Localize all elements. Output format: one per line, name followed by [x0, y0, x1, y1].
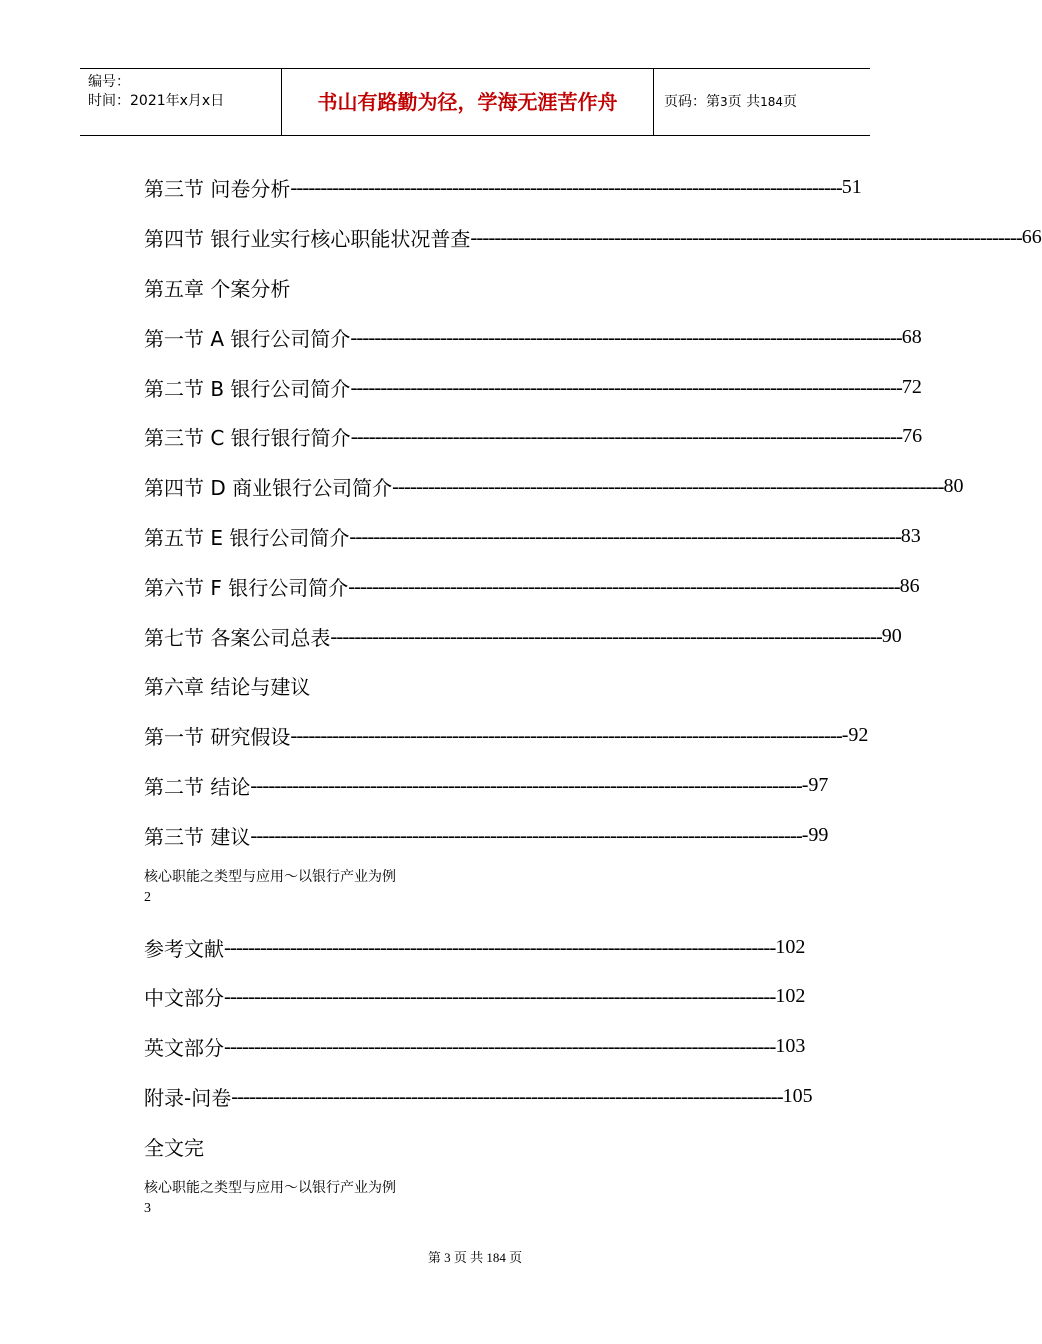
toc-entry	[144, 1022, 806, 1072]
toc-entry-page: 72	[901, 375, 922, 398]
toc-entry-title: 第五节 E 银行公司简介	[144, 525, 350, 550]
toc-entry-title: 第四节 D 商业银行公司简介	[144, 476, 393, 501]
toc-entry-title: 第三节 问卷分析	[144, 177, 291, 202]
toc-entry-title: 参考文献	[144, 936, 224, 961]
toc-entry-title: 第六节 F 银行公司简介	[144, 575, 349, 600]
toc-entry-leader: --------------------------------------------------------------------------------------------	[348, 573, 900, 598]
toc-entry-page: 102	[775, 985, 806, 1008]
toc-entry-page: -92	[841, 724, 869, 747]
toc-entry-leader: --------------------------------------------------------------------------------------------	[224, 934, 776, 959]
toc-entry-leader: --------------------------------------------------------------------------------------------	[224, 984, 776, 1009]
date-label: 时间：2021年x月x日	[88, 93, 225, 109]
toc-entry	[144, 362, 922, 412]
toc-block-1	[144, 163, 1042, 860]
toc-entry	[144, 661, 764, 711]
toc-entry-page: 66	[1021, 226, 1042, 249]
toc-entry-leader: --------------------------------------------------------------------------------------------	[290, 723, 842, 748]
toc-entry-title: 附录-问卷	[144, 1085, 232, 1110]
toc-entry-page: -99	[801, 823, 829, 846]
toc-entry-leader: --------------------------------------------------------------------------------------------	[250, 772, 802, 797]
page-suffix: 页	[783, 94, 797, 110]
toc-entry	[144, 312, 922, 362]
header-info	[80, 69, 281, 135]
toc-entry-leader: --------------------------------------------------------------------------------------------	[250, 822, 802, 847]
page-total: 184	[760, 95, 783, 109]
toc-entry-title: 第七节 各案公司总表	[144, 625, 331, 650]
header-motto: 书山有路勤为径，学海无涯苦作舟	[281, 69, 654, 135]
toc-entry-title: 第五章 个案分析	[144, 276, 291, 301]
toc-entry-page: 51	[841, 176, 862, 199]
toc-entry	[144, 462, 964, 512]
toc-entry-title: 全文完	[144, 1135, 204, 1160]
toc-entry-leader: --------------------------------------------------------------------------------------------	[330, 623, 882, 648]
page-header	[80, 68, 870, 136]
toc-entry-title: 第二节 结论	[144, 774, 251, 799]
toc-entry-title: 英文部分	[144, 1036, 224, 1061]
toc-entry-page: 105	[782, 1084, 813, 1107]
toc-entry-page: 103	[775, 1035, 806, 1058]
toc-entry-title: 第三节 建议	[144, 824, 251, 849]
toc-entry-leader: --------------------------------------------------------------------------------------------	[350, 324, 902, 349]
toc-entry	[144, 213, 1042, 263]
toc-entry-page: 90	[881, 624, 902, 647]
header-page-info	[654, 69, 870, 135]
toc-entry	[144, 922, 806, 972]
toc-entry-leader: --------------------------------------------------------------------------------------------	[470, 225, 1022, 250]
page-current: 3	[720, 95, 728, 109]
toc-entry-title: 第一节 A 银行公司简介	[144, 326, 351, 351]
toc-entry-page: -97	[801, 773, 829, 796]
toc-entry	[144, 263, 764, 313]
toc-entry	[144, 1072, 813, 1122]
toc-entry	[144, 611, 902, 661]
page-mid: 页 共	[727, 94, 761, 110]
toc-entry-page: 102	[775, 935, 806, 958]
page-footer: 第 3 页 共 184 页	[427, 1250, 523, 1265]
toc-entry	[144, 412, 923, 462]
toc-entry-page: 83	[900, 524, 921, 547]
page-number: 3	[144, 1201, 151, 1217]
number-label: 编号：	[88, 74, 130, 90]
toc-entry-title: 第一节 研究假设	[144, 725, 291, 750]
page-prefix: 页码：第	[664, 94, 720, 110]
toc-entry-leader: --------------------------------------------------------------------------------------------	[224, 1034, 776, 1059]
toc-entry-page: 76	[902, 425, 923, 448]
toc-entry-title: 第六章 结论与建议	[144, 675, 311, 700]
toc-entry-title: 中文部分	[144, 986, 224, 1011]
toc-entry	[144, 512, 921, 562]
toc-entry-leader: --------------------------------------------------------------------------------------------	[290, 175, 842, 200]
toc-entry	[144, 561, 920, 611]
page-number: 2	[144, 890, 151, 906]
toc-entry-title: 第二节 B 银行公司简介	[144, 376, 351, 401]
toc-entry-leader: --------------------------------------------------------------------------------------------	[350, 374, 902, 399]
toc-entry-page: 68	[901, 325, 922, 348]
toc-entry	[144, 972, 806, 1022]
toc-entry	[144, 163, 862, 213]
running-title: 核心职能之类型与应用～以银行产业为例	[144, 869, 396, 886]
toc-entry-page: 86	[899, 574, 920, 597]
toc-entry	[144, 1121, 764, 1171]
toc-entry-leader: --------------------------------------------------------------------------------------------	[349, 523, 901, 548]
toc-block-2	[144, 922, 813, 1171]
toc-entry	[144, 711, 869, 761]
toc-entry-page: 80	[943, 475, 964, 498]
toc-entry-leader: --------------------------------------------------------------------------------------------	[350, 424, 903, 449]
running-title: 核心职能之类型与应用～以银行产业为例	[144, 1180, 396, 1197]
toc-entry-title: 第四节 银行业实行核心职能状况普查	[144, 227, 471, 252]
toc-entry-leader: --------------------------------------------------------------------------------------------	[231, 1083, 783, 1108]
toc-entry-title: 第三节 C 银行银行简介	[144, 426, 351, 451]
toc-entry	[144, 761, 829, 811]
toc-entry-leader: --------------------------------------------------------------------------------------------	[392, 474, 944, 499]
toc-entry	[144, 810, 829, 860]
table-of-contents	[144, 163, 1042, 1219]
